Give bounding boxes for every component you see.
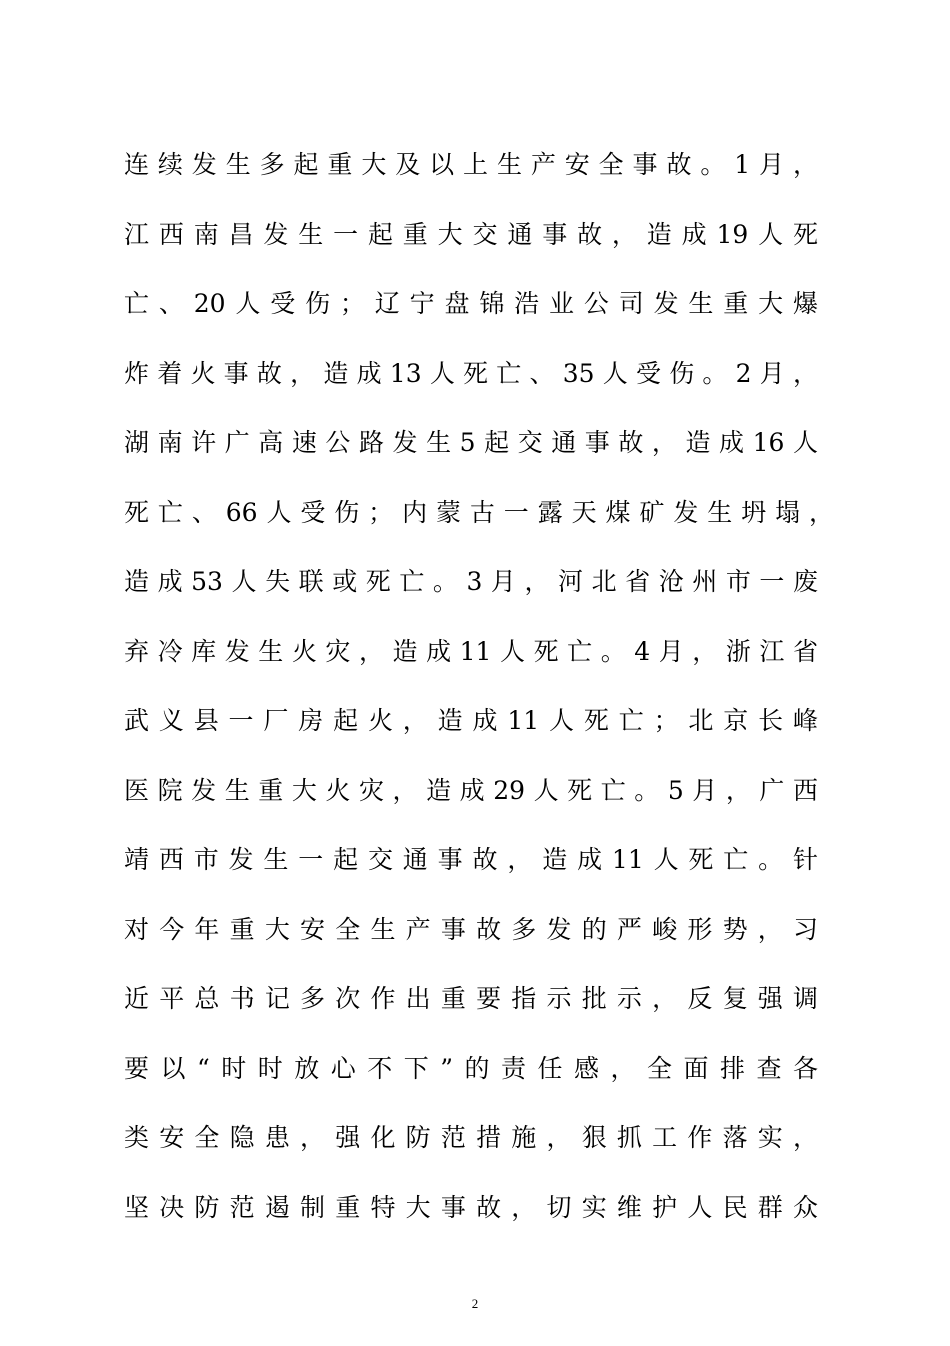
body-text (124, 135, 834, 1247)
text-line: 类安全隐患，强化防范措施，狠抓工作落实， (124, 1123, 818, 1152)
text-line: 坚决防范遏制重特大事故，切实维护人民群众 (124, 1192, 818, 1222)
text-line: 造成53人失联或死亡。3月，河北省沧州市一废 (124, 567, 818, 596)
page-number: 2 (471, 1296, 479, 1311)
text-line: 要以“时时放心不下”的责任感，全面排查各 (124, 1053, 818, 1083)
text-line: 靖西市发生一起交通事故，造成11人死亡。针 (124, 845, 818, 874)
text-line: 湖南许广高速公路发生5起交通事故，造成16人 (124, 428, 818, 457)
text-line: 弃冷库发生火灾，造成11人死亡。4月，浙江省 (124, 636, 818, 666)
text-line: 武义县一厂房起火，造成11人死亡；北京长峰 (124, 706, 818, 735)
text-line: 对今年重大安全生产事故多发的严峻形势，习 (124, 914, 818, 944)
text-line: 医院发生重大火灾，造成29人死亡。5月，广西 (124, 775, 818, 805)
text-line: 近平总书记多次作出重要指示批示，反复强调 (124, 984, 818, 1013)
text-line: 炸着火事故，造成13人死亡、35人受伤。2月， (124, 358, 818, 388)
text-line: 连续发生多起重大及以上生产安全事故。1月， (124, 150, 818, 179)
text-line: 死亡、66人受伤；内蒙古一露天煤矿发生坍塌， (124, 497, 834, 527)
text-line: 江西南昌发生一起重大交通事故，造成19人死 (124, 219, 818, 249)
text-line: 亡、20人受伤；辽宁盘锦浩业公司发生重大爆 (124, 289, 818, 318)
